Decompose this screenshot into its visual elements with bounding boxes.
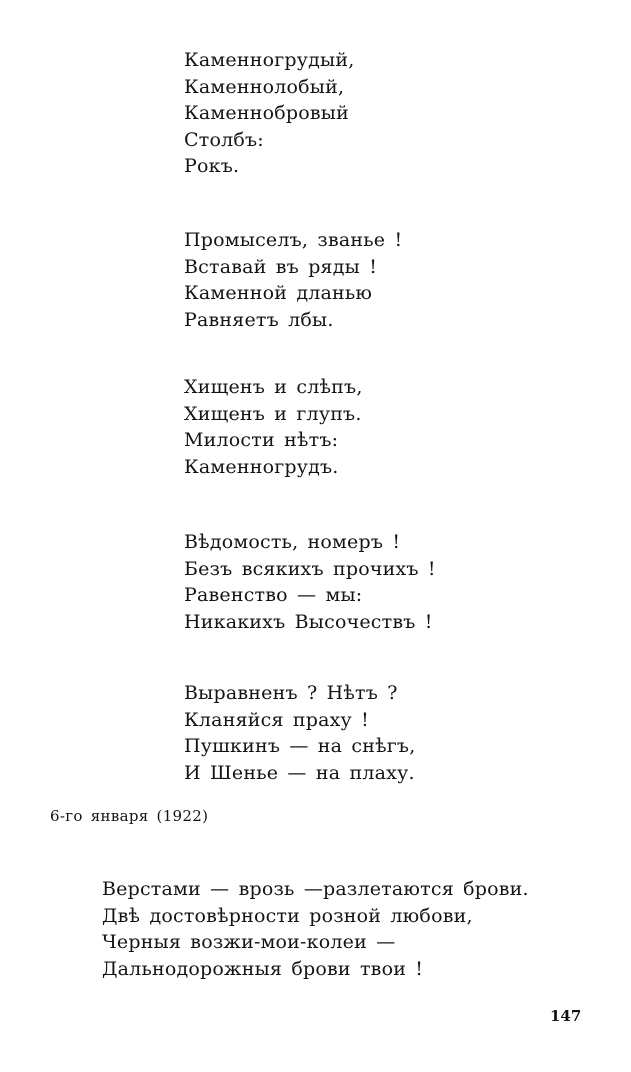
- next-poem-stanza: [102, 876, 529, 982]
- stanza-3: [184, 374, 363, 480]
- poem-line: Столбъ:: [184, 128, 264, 151]
- page-number: 147: [550, 1007, 582, 1025]
- poem-line: Кланяйся праху !: [184, 708, 370, 731]
- poem-line: Двѣ достовѣрности розной любови,: [102, 904, 473, 927]
- poem-line: Промыселъ, званье !: [184, 229, 403, 251]
- poem-date: 6-го января (1922): [50, 807, 209, 825]
- stanza-5: [184, 680, 415, 786]
- poem-line: И Шенье — на плаху.: [184, 761, 415, 784]
- poem-line: Безъ всякихъ прочихъ !: [184, 557, 436, 580]
- poem-line: Вставай въ ряды !: [184, 255, 378, 278]
- poem-line: Хищенъ и слѣпъ,: [184, 376, 363, 398]
- poem-line: Пушкинъ — на снѣгъ,: [184, 735, 416, 757]
- stanza-4: [184, 529, 436, 635]
- poem-line: Каменнобровый: [184, 102, 349, 124]
- poem-line: Каменнолобый,: [184, 75, 345, 98]
- poem-line: Каменногрудъ.: [184, 455, 339, 478]
- stanza-1: [184, 47, 354, 180]
- poem-line: Черныя возжи-мои-колеи —: [102, 931, 396, 953]
- poem-line: Каменной дланью: [184, 282, 373, 304]
- poem-line: Каменногрудый,: [184, 49, 355, 71]
- poem-line: Милости нѣтъ:: [184, 429, 339, 451]
- poem-line: Хищенъ и глупъ.: [184, 402, 362, 425]
- poem-line: Рокъ.: [184, 155, 240, 177]
- poem-line: Вѣдомость, номеръ !: [184, 531, 401, 553]
- poem-line: Верстами — врозь —разлетаются брови.: [102, 878, 529, 900]
- poem-line: Никакихъ Высочествъ !: [184, 610, 433, 633]
- poem-line: Дальнодорожныя брови твои !: [102, 957, 424, 980]
- poem-line: Равняетъ лбы.: [184, 308, 334, 331]
- poem-line: Выравненъ ? Нѣтъ ?: [184, 682, 398, 704]
- stanza-2: [184, 227, 402, 333]
- poem-line: Равенство — мы:: [184, 584, 363, 606]
